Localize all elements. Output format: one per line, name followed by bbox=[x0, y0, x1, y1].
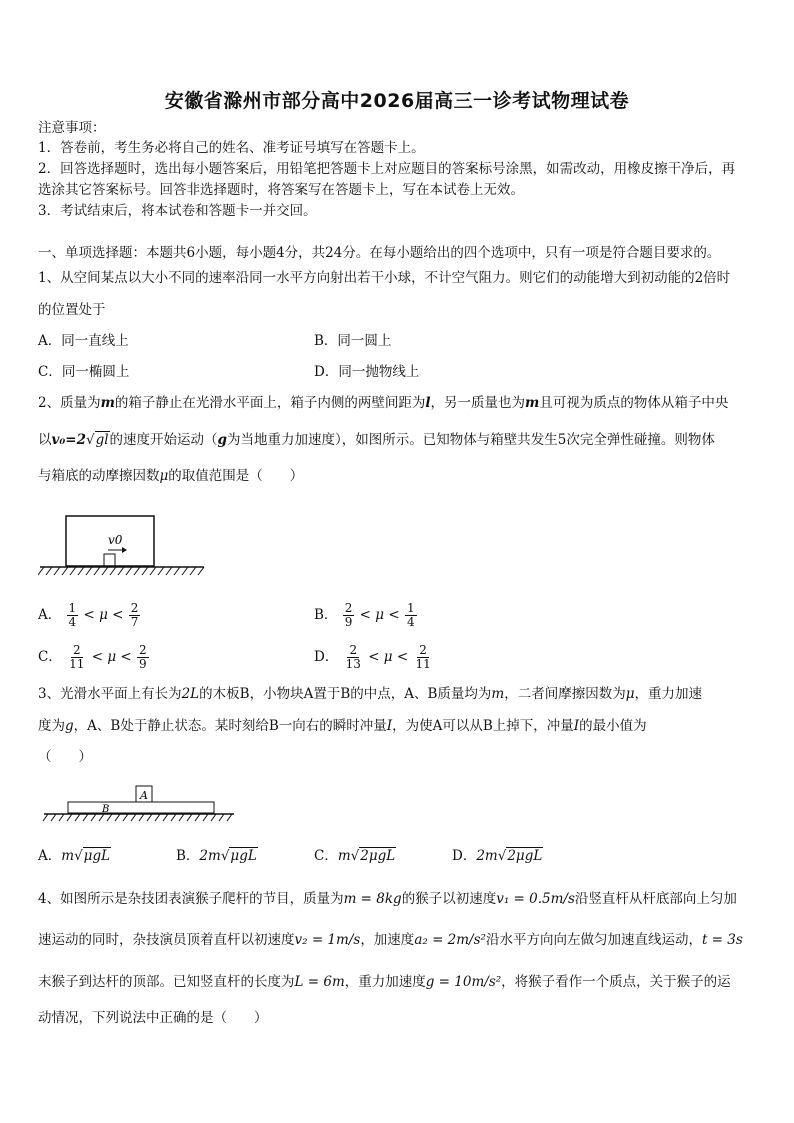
q3-option-a: A．m√μgL bbox=[38, 848, 111, 864]
q1-option-a: A．同一直线上 bbox=[38, 333, 129, 349]
q2-stem-line1: 2、质量为m的箱子静止在光滑水平面上，箱子内侧的两壁间距为l，另一质量也为m且可视为质点的物体从箱子中央 bbox=[38, 395, 729, 411]
block-a-label: A bbox=[140, 789, 148, 802]
q2-option-a: A． $\frac{1}{4}$ < μ < $\frac{2}{7}$ bbox=[38, 601, 139, 629]
q3-stem-line2: 度为g，A、B处于静止状态。某时刻给B一向右的瞬时冲量I，为使A可以从B上掉下，冲量I的最小值为 bbox=[38, 718, 647, 734]
q3-option-b: B．2m√μgL bbox=[176, 848, 257, 864]
q4-stem-line2: 速运动的同时，杂技演员顶着直杆以初速度v₂ = 1m/s，加速度a₂ = 2m/s²沿水平方向向左做匀加速直线运动，t = 3s bbox=[38, 932, 743, 948]
notice-item-1: 1．答卷前，考生务必将自己的姓名、准考证号填写在答题卡上。 bbox=[38, 140, 425, 156]
q2-option-c: C． $\frac{2}{11}$ < μ < $\frac{2}{9}$ bbox=[38, 643, 147, 671]
q3-stem-line3: （ ） bbox=[38, 749, 92, 765]
notice-item-3: 3．考试结束后，将本试卷和答题卡一并交回。 bbox=[38, 203, 317, 219]
q4-stem-line3: 末猴子到达杆的顶部。已知竖直杆的长度为L = 6m，重力加速度g = 10m/s²，将猴子看作一个质点，关于猴子的运 bbox=[38, 974, 731, 990]
q3-option-c: C．m√2μgL bbox=[314, 848, 396, 864]
q2-box-figure bbox=[38, 510, 208, 582]
q3-board-figure bbox=[38, 782, 238, 824]
notice-item-2: 2．回答选择题时，选出每小题答案后，用铅笔把答题卡上对应题目的答案标号涂黑，如需改动，用橡皮擦干净后，再 bbox=[38, 161, 736, 177]
page-title: 安徽省滁州市部分高中2026届高三一诊考试物理试卷 bbox=[164, 90, 630, 112]
q1-option-c: C．同一椭圆上 bbox=[38, 364, 130, 380]
notice-heading: 注意事项： bbox=[38, 120, 106, 136]
q1-option-d: D．同一抛物线上 bbox=[314, 364, 420, 380]
q1-option-b: B．同一圆上 bbox=[314, 333, 392, 349]
q3-option-d: D．2m√2μgL bbox=[452, 848, 543, 864]
q1-stem-line2: 的位置处于 bbox=[38, 302, 106, 318]
q4-stem-line4: 动情况，下列说法中正确的是（ ） bbox=[38, 1010, 268, 1026]
q2-stem-line2: 以v₀=2√gl的速度开始运动（g为当地重力加速度），如图所示。已知物体与箱壁共发生5次完全弹性碰撞。则物体 bbox=[38, 432, 715, 448]
v0-label: v0 bbox=[108, 533, 123, 547]
section-heading: 一、单项选择题：本题共6小题，每小题4分，共24分。在每小题给出的四个选项中，只有一项是符合题目要求的。 bbox=[38, 245, 721, 261]
q2-stem-line3: 与箱底的动摩擦因数μ的取值范围是（ ） bbox=[38, 468, 304, 484]
q2-option-d: D． $\frac{2}{13}$ < μ < $\frac{2}{11}$ bbox=[314, 643, 431, 671]
notice-item-2-cont: 选涂其它答案标号。回答非选择题时，将答案写在答题卡上，写在本试卷上无效。 bbox=[38, 182, 524, 198]
q3-stem-line1: 3、光滑水平面上有长为2L的木板B，小物块A置于B的中点，A、B质量均为m，二者间摩擦因数为μ，重力加速 bbox=[38, 686, 703, 702]
q2-option-b: B． $\frac{2}{9}$ < μ < $\frac{1}{4}$ bbox=[314, 601, 415, 629]
q1-stem-line1: 1、从空间某点以大小不同的速率沿同一水平方向射出若干小球，不计空气阻力。则它们的动能增大到初动能的2倍时 bbox=[38, 270, 731, 286]
q4-stem-line1: 4、如图所示是杂技团表演猴子爬杆的节目，质量为m = 8kg的猴子以初速度v₁ = 0.5m/s沿竖直杆从杆底部向上匀加 bbox=[38, 891, 737, 907]
board-b-label: B bbox=[102, 804, 110, 815]
